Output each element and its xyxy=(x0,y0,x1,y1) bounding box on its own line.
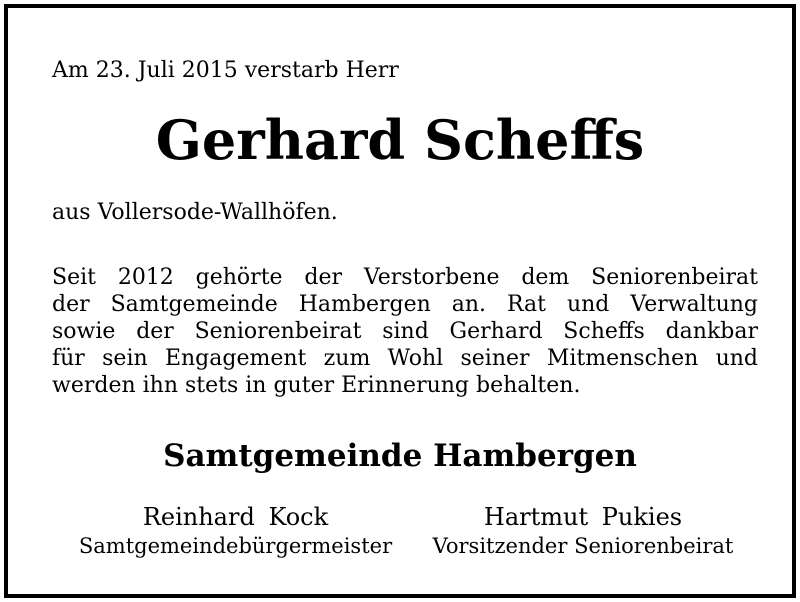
signatory-title: Samtgemeindebürgermeister xyxy=(78,534,393,558)
obituary-notice xyxy=(4,4,796,598)
tribute-line: der Samtgemeinde Hambergen an. Rat und Verwaltung xyxy=(52,292,758,317)
signatory-chair xyxy=(398,502,768,560)
deceased-name: Gerhard Scheffs xyxy=(155,108,645,172)
signatory-name: Reinhard Kock xyxy=(142,503,329,531)
organization-name: Samtgemeinde Hambergen xyxy=(163,438,637,474)
tribute-line: werden ihn stets in guter Erinnerung behalten. xyxy=(52,373,581,398)
tribute-line: Seit 2012 gehörte der Verstorbene dem Seniorenbeirat xyxy=(52,265,758,290)
tribute-paragraph xyxy=(52,264,758,399)
signatory-title: Vorsitzender Seniorenbeirat xyxy=(432,534,734,558)
signatory-name: Hartmut Pukies xyxy=(483,503,683,531)
tribute-line: für sein Engagement zum Wohl seiner Mitmenschen und xyxy=(52,346,758,371)
tribute-line: sowie der Seniorenbeirat sind Gerhard Scheffs dankbar xyxy=(52,319,758,344)
intro-text: Am 23. Juli 2015 verstarb Herr xyxy=(52,58,399,83)
origin-text: aus Vollersode-Wallhöfen. xyxy=(52,200,338,225)
signatory-mayor xyxy=(48,502,423,560)
